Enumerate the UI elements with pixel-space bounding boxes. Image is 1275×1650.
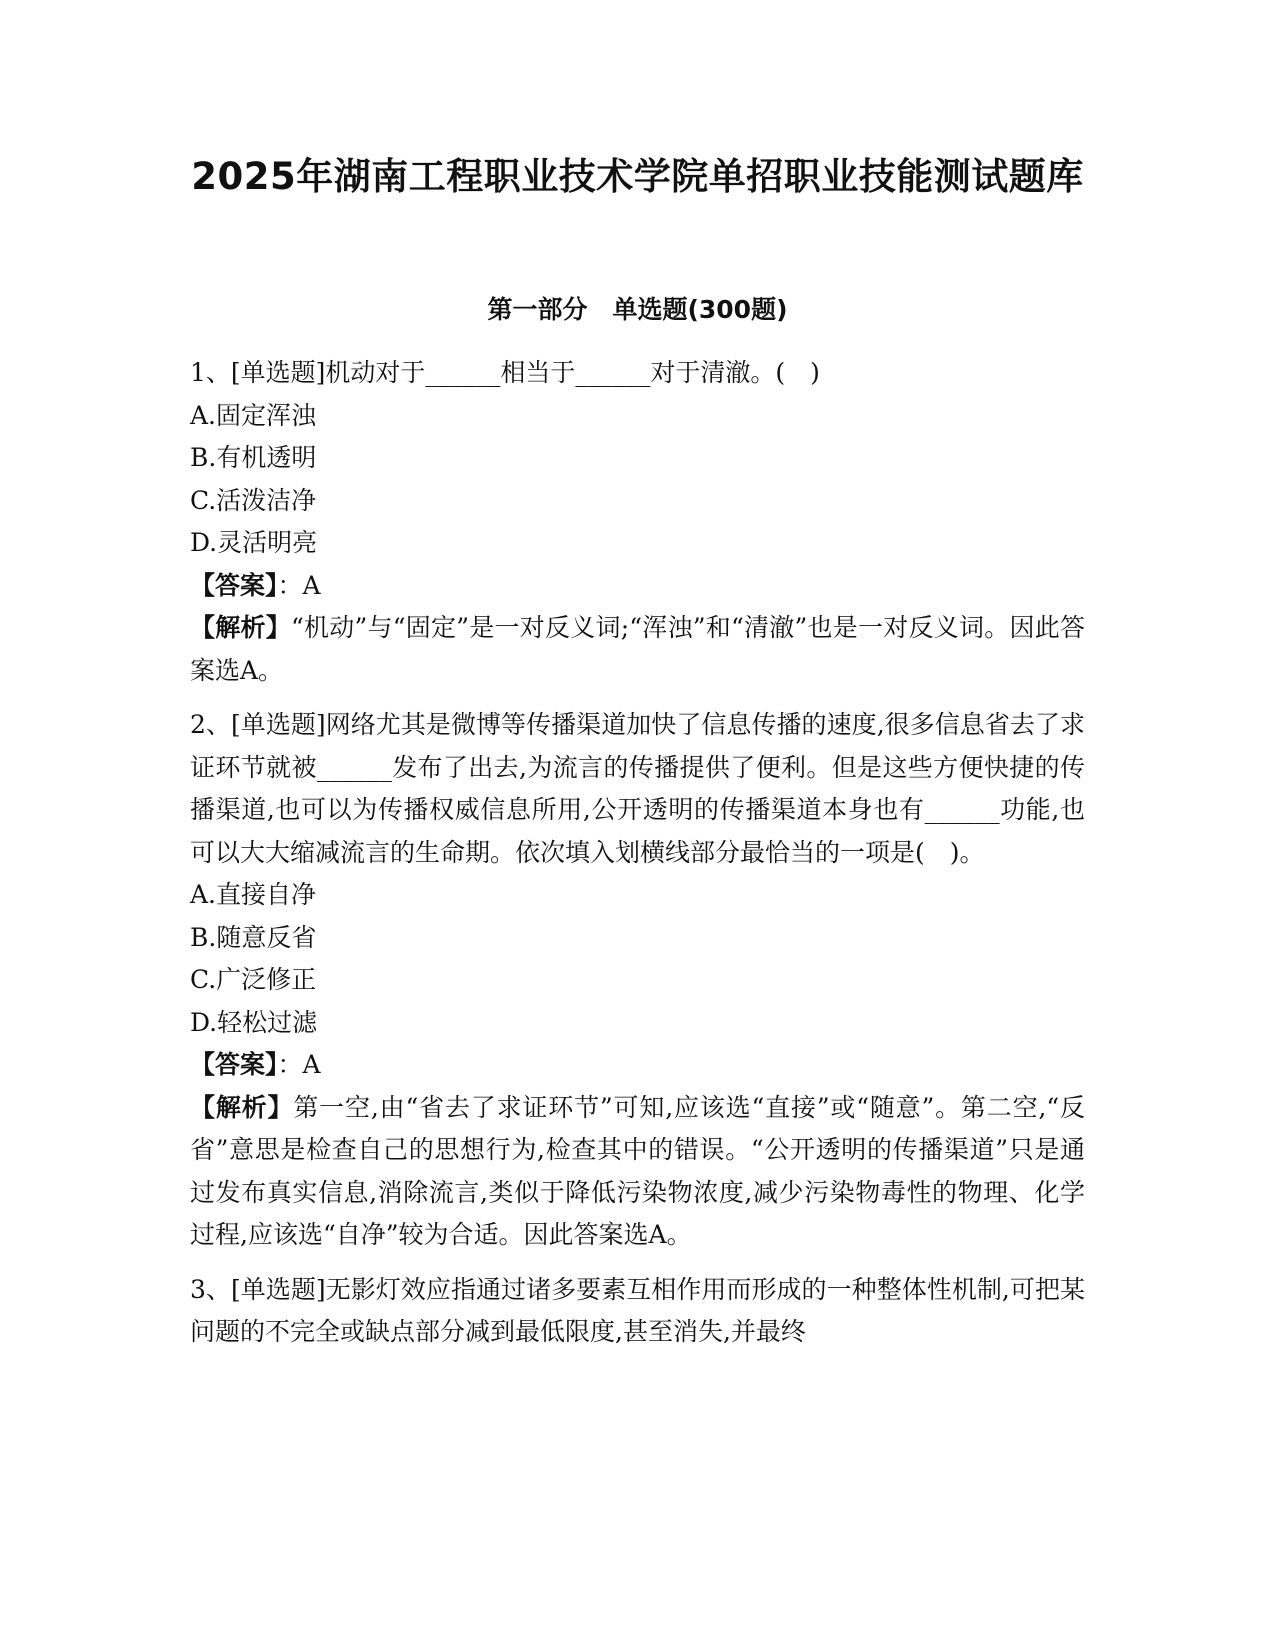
analysis-label: 【解析】 xyxy=(190,1092,294,1122)
answer-label: 【答案】 xyxy=(190,570,278,600)
option-a: A.固定浑浊 xyxy=(190,400,317,430)
answer-value: ：A xyxy=(277,1050,321,1079)
document-title: 2025年湖南工程职业技术学院单招职业技能测试题库 xyxy=(191,155,1084,198)
analysis-text: 第一空,由“省去了求证环节”可知,应该选“直接”或“随意”。第二空,“反省”意思是检查自己的思想行为,检查其中的错误。“公开透明的传播渠道”只是通过发布真实信息,消除流言,类似于降低污染物浓度,减少污染物毒性的物理、化学过程,应该选“自净”较为合适。因此答案选A。 xyxy=(190,1092,1085,1249)
answer-value: ：A xyxy=(277,570,321,600)
option-c: C.活泼洁净 xyxy=(190,485,317,515)
section-heading: 第一部分 单选题(300题) xyxy=(487,295,788,324)
answer-label: 【答案】 xyxy=(190,1050,278,1079)
question-stem: 2、[单选题]网络尤其是微博等传播渠道加快了信息传播的速度,很多信息省去了求证环节就被______发布了出去,为流言的传播提供了便利。但是这些方便快捷的传播渠道,也可以为传播权威信息所用,公开透明的传播渠道本身也有______功能,也可以大大缩减流言的生命期。依次填入划横线部分最恰当的一项是( )。 xyxy=(190,710,1085,867)
analysis-paragraph xyxy=(190,1087,1085,1257)
question-item xyxy=(190,352,1085,692)
option-a: A.直接自净 xyxy=(190,880,317,909)
analysis-label: 【解析】 xyxy=(190,613,291,642)
option-c: C.广泛修正 xyxy=(190,965,317,994)
option-b: B.有机透明 xyxy=(190,443,317,472)
question-item xyxy=(190,1269,1085,1354)
option-d: D.轻松过滤 xyxy=(190,1007,318,1037)
question-stem: 3、[单选题]无影灯效应指通过诸多要素互相作用而形成的一种整体性机制,可把某问题的不完全或缺点部分减到最低限度,甚至消失,并最终 xyxy=(190,1274,1085,1346)
option-d: D.灵活明亮 xyxy=(190,528,318,557)
question-stem: 1、[单选题]机动对于______相当于______对于清澈。( ) xyxy=(190,358,820,387)
answer-line xyxy=(190,1044,1085,1087)
analysis-text: “机动”与“固定”是一对反义词;“浑浊”和“清澈”也是一对反义词。因此答案选A。 xyxy=(190,613,1085,685)
question-item xyxy=(190,704,1085,1257)
analysis-paragraph xyxy=(190,607,1085,692)
answer-line xyxy=(190,565,1085,608)
option-b: B.随意反省 xyxy=(190,922,317,952)
question-list xyxy=(190,352,1085,1354)
